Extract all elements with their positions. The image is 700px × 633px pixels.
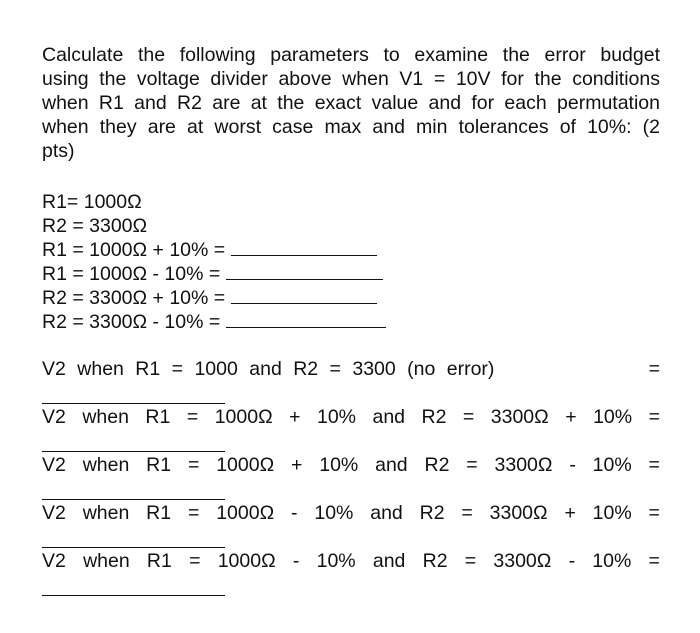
v2-row-token: = xyxy=(648,406,660,428)
v2-row-token: R1 xyxy=(146,502,172,524)
problem-line: pts) xyxy=(42,140,75,162)
param-r2-plus xyxy=(42,286,386,310)
v2-row-token: - xyxy=(569,454,576,476)
v2-row-token: - xyxy=(292,550,300,572)
v2-row-token: 3300Ω xyxy=(493,550,552,572)
problem-statement xyxy=(42,43,660,163)
param-r2 xyxy=(42,214,386,238)
v2-row-equals: = xyxy=(648,358,660,380)
v2-row-token: = xyxy=(648,454,660,476)
v2-row-token: V2 xyxy=(42,502,66,524)
v2-row-token: = xyxy=(187,454,200,476)
param-r1 xyxy=(42,190,386,214)
v2-row-token: + xyxy=(564,502,576,524)
v2-row-token: when xyxy=(82,502,130,524)
param-label: R1= 1000Ω xyxy=(42,191,142,213)
v2-row-token: R2 xyxy=(422,550,448,572)
param-label: R1 = 1000Ω + 10% = xyxy=(42,239,226,261)
v2-row-token: - xyxy=(291,502,298,524)
v2-row-token: R1 xyxy=(146,454,172,476)
v2-row-token: = xyxy=(189,550,201,572)
answer-line xyxy=(42,403,225,404)
v2-row-plus-plus xyxy=(42,406,660,429)
v2-row-minus-plus xyxy=(42,502,660,525)
v2-row-token: R2 xyxy=(424,454,450,476)
v2-row-token: R2 xyxy=(421,406,447,428)
v2-row-token: 10% xyxy=(592,502,632,524)
param-label: R2 = 3300Ω + 10% = xyxy=(42,287,226,309)
answer-blank xyxy=(226,262,383,280)
problem-line: using the voltage divider above when V1 = 10V for the conditions xyxy=(42,68,660,90)
v2-row-token: 3300Ω xyxy=(494,454,553,476)
answer-blank xyxy=(226,310,386,328)
v2-row-token: + xyxy=(289,406,301,428)
answer-blank xyxy=(231,238,377,256)
v2-row-token: 10% xyxy=(592,454,632,476)
v2-row-token: 1000Ω xyxy=(214,406,273,428)
answer-line xyxy=(42,451,225,452)
v2-row-token: when xyxy=(82,406,129,428)
v2-row-token: R1 xyxy=(145,406,171,428)
problem-line: Calculate the following parameters to examine the error budget xyxy=(42,44,660,66)
param-label: R2 = 3300Ω xyxy=(42,215,148,237)
answer-blank xyxy=(231,286,377,304)
v2-row-token: = xyxy=(461,502,473,524)
param-label: R1 = 1000Ω - 10% = xyxy=(42,263,221,285)
problem-line: when R1 and R2 are at the exact value and for each permutation xyxy=(42,92,660,114)
v2-row-token: R2 xyxy=(419,502,445,524)
v2-row-token: V2 xyxy=(42,454,66,476)
v2-row-token: + xyxy=(565,406,577,428)
v2-row-token: 10% xyxy=(592,550,632,572)
v2-row-token: - xyxy=(568,550,576,572)
v2-row-token: 10% xyxy=(316,550,356,572)
v2-row-token: 10% xyxy=(593,406,633,428)
answer-line xyxy=(42,595,225,596)
param-label: R2 = 3300Ω - 10% = xyxy=(42,311,221,333)
problem-line: when they are at worst case max and min tolerances of 10%: (2 xyxy=(42,116,660,138)
v2-row-token: 10% xyxy=(316,406,357,428)
resistor-parameters xyxy=(42,190,386,334)
v2-row-token: = xyxy=(462,406,475,428)
v2-row-token: 10% xyxy=(314,502,354,524)
v2-row-no-error xyxy=(42,358,660,381)
v2-row-token: 3300Ω xyxy=(489,502,548,524)
v2-row-token: V2 xyxy=(42,550,66,572)
v2-row-token: 1000Ω xyxy=(216,454,275,476)
v2-row-token: and xyxy=(372,550,406,572)
v2-row-token: 3300Ω xyxy=(490,406,549,428)
answer-line xyxy=(42,499,225,500)
v2-row-token: and xyxy=(372,406,406,428)
v2-row-text: V2 when R1 = 1000 and R2 = 3300 (no error) xyxy=(42,358,495,380)
param-r1-plus xyxy=(42,238,386,262)
v2-row-token: + xyxy=(291,454,303,476)
v2-row-token: = xyxy=(648,502,660,524)
v2-row-token: = xyxy=(648,550,660,572)
v2-row-token: and xyxy=(370,502,403,524)
v2-row-token: = xyxy=(186,406,199,428)
v2-row-token: 10% xyxy=(319,454,359,476)
v2-row-token: = xyxy=(466,454,478,476)
v2-row-token: when xyxy=(82,454,130,476)
param-r1-minus xyxy=(42,262,386,286)
v2-row-minus-minus xyxy=(42,550,660,573)
param-r2-minus xyxy=(42,310,386,334)
v2-row-token: R1 xyxy=(146,550,172,572)
answer-line xyxy=(42,547,225,548)
v2-row-plus-minus xyxy=(42,454,660,477)
v2-row-token: = xyxy=(464,550,477,572)
v2-row-token: when xyxy=(83,550,130,572)
v2-row-token: V2 xyxy=(42,406,66,428)
v2-row-token: = xyxy=(187,502,200,524)
v2-row-token: and xyxy=(375,454,408,476)
v2-row-token: 1000Ω xyxy=(217,550,276,572)
v2-row-token: 1000Ω xyxy=(216,502,275,524)
